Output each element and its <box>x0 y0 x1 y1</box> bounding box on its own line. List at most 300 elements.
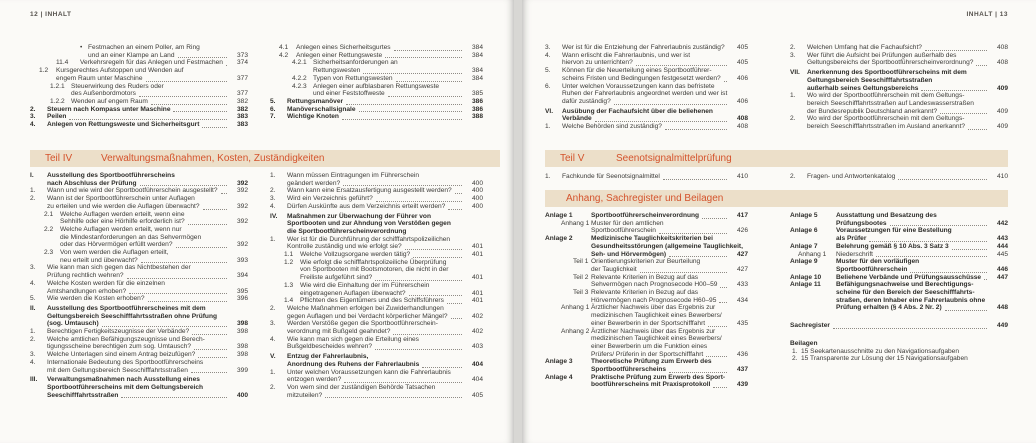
toc-entry-line-text: Beilagen <box>790 339 818 347</box>
toc-entry-line-text: Wenden auf engem Raum <box>71 97 148 105</box>
toc-column <box>545 212 748 389</box>
toc-entry-line <box>47 295 230 303</box>
toc-entry-line-text: Sachregister <box>790 322 830 330</box>
toc-entry-line <box>807 85 990 93</box>
toc-entry <box>30 195 248 210</box>
toc-entry-number: Anlage 11 <box>790 281 821 289</box>
toc-entry-line: Ausstattung und Besatzung des <box>836 212 937 219</box>
toc-entry <box>790 348 1008 356</box>
toc-entry-line: Internationale Bedeutung des Sportbootführerscheins <box>47 358 204 366</box>
toc-entry <box>545 274 748 289</box>
toc-entry-line: einer Bewerberin um die Funktion eines <box>591 342 708 350</box>
toc-entry-line <box>807 44 990 52</box>
toc-entry <box>270 106 483 114</box>
toc-entry-line-text: bereich Seeschifffahrtsstraßen im Ausland anerkannt? <box>807 123 966 131</box>
toc-entry <box>270 213 483 236</box>
toc-entry-line: Praktische Prüfung zum Erwerb des Sport- <box>591 373 726 381</box>
toc-entry <box>30 113 248 121</box>
toc-entry <box>270 320 483 335</box>
toc-entry-number: Anlage 5 <box>790 212 818 219</box>
toc-entry-page-number: 409 <box>996 123 1008 131</box>
toc-entry-text <box>562 83 730 106</box>
toc-entry <box>790 258 1008 273</box>
toc-entry-text <box>287 305 465 320</box>
toc-entry-page-number: 443 <box>996 235 1008 243</box>
toc-entry-page-number: 427 <box>736 250 748 258</box>
dotted-leader <box>176 247 227 248</box>
toc-entry-line <box>296 44 465 52</box>
toc-entry-text <box>47 106 230 114</box>
dotted-leader <box>921 90 987 91</box>
toc-entry <box>270 187 483 195</box>
toc-entry-line <box>591 251 730 259</box>
toc-entry-text <box>807 115 990 130</box>
dotted-leader <box>413 257 462 258</box>
toc-entry-text <box>60 226 230 249</box>
toc-entry-line: Gesundheitsstörungen (allgemeine Tauglichkeit, <box>591 242 743 250</box>
toc-entry-line <box>836 304 990 312</box>
toc-entry-line <box>287 106 465 114</box>
toc-entry-page-number: 410 <box>996 173 1008 180</box>
toc-entry <box>30 359 248 374</box>
toc-entry <box>30 249 248 264</box>
dotted-leader <box>719 302 727 303</box>
toc-entry-page-number: 384 <box>471 74 483 82</box>
toc-entry-line: medizinischen Tauglichkeit eines Bewerbers/ <box>591 335 722 343</box>
dotted-leader <box>720 287 727 288</box>
toc-entry-page-number: 408 <box>996 44 1008 51</box>
toc-entry-number: Anlage 2 <box>545 235 573 243</box>
toc-entry-line <box>562 115 730 123</box>
toc-entry-number: Anlage 10 <box>790 273 822 281</box>
toc-entry-page-number: 382 <box>236 105 248 113</box>
toc-entry-line <box>287 180 465 188</box>
toc-entry-line-text: Verbände <box>562 115 592 123</box>
toc-entry-line-text: Anlegen einer Rettungsweste <box>296 51 383 59</box>
section-heading-teil-v <box>545 150 1008 167</box>
toc-entry-line <box>47 113 230 121</box>
toc-entry-page-number: 439 <box>736 381 748 389</box>
toc-entry-number: 3. <box>30 113 36 121</box>
toc-entry-line-text: zu erteilen und wie werden die Auflagen überwacht? <box>47 202 200 210</box>
toc-entry-page-number: 417 <box>736 212 748 219</box>
toc-entry-line: Wo wird der Sportbootführerschein mit dem Geltungs- <box>807 115 965 123</box>
toc-entry-line: Ausübung der Fachaufsicht über die beliehenen <box>562 107 713 115</box>
toc-entry-number: 3. <box>30 351 36 359</box>
toc-entry-line <box>313 75 465 83</box>
dotted-leader <box>173 111 227 112</box>
section-heading-teil-iv <box>30 150 500 167</box>
dotted-leader <box>203 209 228 210</box>
dotted-leader <box>451 318 462 319</box>
toc-entry-text <box>287 384 465 399</box>
toc-entry-page-number: 448 <box>996 304 1008 312</box>
toc-entry-line: Können für die Neuerteilung eines Sportbootführer- <box>562 67 712 75</box>
toc-entry-line-text: Typen von Rettungswesten <box>313 74 393 82</box>
dotted-leader <box>663 179 727 180</box>
toc-entry-page-number: 401 <box>471 297 483 305</box>
toc-entry-line: Anerkennung des Sportbootführerscheins mit dem <box>807 69 967 77</box>
toc-entry <box>30 121 248 129</box>
toc-entry <box>270 336 483 351</box>
toc-entry-line <box>801 355 990 363</box>
toc-entry <box>545 108 748 123</box>
toc-entry <box>30 280 248 295</box>
toc-entry-line <box>80 59 230 67</box>
toc-entry-line-text: Sportbootführerschein <box>591 227 656 235</box>
toc-entry <box>270 59 483 74</box>
toc-entry-number: 4. <box>30 121 36 129</box>
toc-entry-line-text: Amtshandlungen erhoben? <box>47 287 127 295</box>
toc-entry-text <box>287 195 465 203</box>
toc-entry-line-text: oder das Hörvermögen erfüllt werden? <box>60 241 173 249</box>
toc-entry-line <box>287 376 465 384</box>
dotted-leader <box>346 104 462 105</box>
dotted-leader <box>194 349 227 350</box>
toc-entry-line: Von wem sind der zuständigen Behörde Tatsachen <box>287 383 436 391</box>
toc-entry <box>270 52 483 60</box>
dotted-leader <box>139 96 227 97</box>
toc-entry <box>30 264 248 279</box>
toc-entry-number: 3. <box>545 44 551 51</box>
toc-entry-line <box>591 366 730 374</box>
toc-entry-line: Sportbootführerscheins mit dem Geltungsbereich <box>47 383 204 391</box>
toc-entry <box>545 44 748 52</box>
toc-entry-number: 3. <box>790 51 796 59</box>
toc-entry-page-number: 435 <box>736 319 748 327</box>
running-header-left: 12 | INHALT <box>30 11 72 18</box>
toc-entry-line: Von wem werden die Auflagen erteilt, <box>60 249 169 257</box>
dotted-leader <box>363 73 462 74</box>
toc-entry-line-text: als Prüfer <box>836 235 867 243</box>
dotted-leader <box>713 387 727 388</box>
toc-entry <box>790 227 1008 242</box>
toc-entry-page-number: 400 <box>471 179 483 187</box>
toc-entry <box>270 353 483 368</box>
toc-entry-number: 2. <box>30 195 36 203</box>
toc-entry-line-text: mit dem Geltungsbereich Seeschifffahrtsstraßen <box>47 366 188 374</box>
toc-entry-text <box>287 203 465 211</box>
toc-entry-page-number: 401 <box>471 289 483 297</box>
toc-entry-number: 1.2.1 <box>50 82 65 90</box>
toc-section-top-right <box>545 44 1008 131</box>
dotted-leader <box>665 129 727 130</box>
toc-entry <box>270 83 483 98</box>
toc-entry-line <box>591 212 730 220</box>
toc-entry <box>545 212 748 220</box>
toc-entry-line: Maßnahmen zur Überwachung der Führer von <box>287 212 431 220</box>
toc-entry-text <box>47 376 230 399</box>
toc-entry <box>30 83 248 98</box>
dotted-leader <box>898 179 987 180</box>
toc-entry-number: Anlage 9 <box>790 258 818 266</box>
toc-column <box>545 44 748 131</box>
toc-entry-line: bereich Seeschifffahrtsstraßen auf Landeswasserstraßen <box>807 99 974 107</box>
toc-entry-number: 4. <box>545 51 551 59</box>
toc-entry-line-text: Bußgeldbescheides wehren? <box>287 343 373 351</box>
toc-entry-text <box>836 251 990 259</box>
toc-entry-number: IV. <box>270 212 278 220</box>
toc-entry-line <box>591 227 730 235</box>
dotted-leader <box>876 256 987 257</box>
toc-entry-line <box>807 173 990 181</box>
toc-entry-line <box>562 98 730 106</box>
toc-entry <box>545 289 748 304</box>
dotted-leader <box>178 57 227 58</box>
toc-entry-line-text: Freiliste aufgeführt sind? <box>300 274 373 282</box>
dotted-leader <box>708 326 727 327</box>
toc-entry-text <box>807 69 990 92</box>
dotted-leader <box>984 279 987 280</box>
toc-entry-line: Ausstellung des Sportbootführerscheins <box>47 172 175 179</box>
toc-entry-line <box>287 313 465 321</box>
toc-column <box>270 172 483 399</box>
toc-entry <box>545 358 748 373</box>
dotted-leader <box>69 119 227 120</box>
toc-entry-page-number: 392 <box>236 202 248 210</box>
toc-entry-line-text: Seh- und Hörvermögen) <box>591 250 667 258</box>
dotted-leader <box>102 326 227 327</box>
dotted-leader <box>141 262 227 263</box>
toc-entry-line: Wann müssen Eintragungen im Führerschein <box>287 172 420 179</box>
toc-entry-number: 2. <box>792 355 798 363</box>
toc-entry-page-number: 400 <box>471 187 483 195</box>
toc-entry-line-text: engem Raum unter Maschine <box>56 74 143 82</box>
toc-entry-line: straßen, deren Inhaber eine Fahrerlaubnis ohne <box>836 296 986 304</box>
toc-entry-line <box>47 351 230 359</box>
toc-entry-number: 6. <box>545 82 551 90</box>
toc-entry-line-text: geändert werden? <box>287 179 341 187</box>
toc-entry-text <box>591 304 730 327</box>
toc-entry-line-text: Dürfen Auskünfte aus dem Verzeichnis erteilt werden? <box>287 202 446 210</box>
toc-entry-line: Sportbooten und zur Ahndung von Verstößen gegen <box>287 220 451 228</box>
toc-entry-line: Orientierungskriterien zur Beurteilung <box>591 258 701 266</box>
toc-entry-page-number: 408 <box>736 115 748 123</box>
toc-entry-number: 2. <box>30 335 36 343</box>
toc-entry-text <box>47 113 230 121</box>
toc-entry-line-text: entzogen werden? <box>287 376 342 384</box>
toc-entry <box>545 123 748 131</box>
toc-entry-line <box>836 251 990 259</box>
toc-entry-page-number: 406 <box>736 74 748 82</box>
toc-entry-text <box>801 355 990 363</box>
toc-entry-line-text: Anlegen eines Sicherheitsgurtes <box>296 44 391 51</box>
toc-entry-text <box>47 280 230 295</box>
toc-entry-number: 2.3 <box>44 249 54 257</box>
toc-entry-text <box>591 328 730 359</box>
toc-entry-line-text: der Bundesrepublik Deutschland anerkannt? <box>807 107 938 115</box>
toc-entry-number: III. <box>30 376 38 384</box>
toc-entry-page-number: 399 <box>236 366 248 374</box>
toc-entry-text <box>287 187 465 195</box>
toc-entry-page-number: 410 <box>736 173 748 180</box>
toc-entry-line: Entzug der Fahrerlaubnis, <box>287 353 369 361</box>
toc-entry-text <box>313 59 465 74</box>
toc-entry-page-number: 405 <box>736 44 748 51</box>
toc-entry-line <box>47 272 230 280</box>
toc-entry-text <box>562 67 730 82</box>
toc-entry <box>270 384 483 399</box>
toc-entry-line <box>47 343 230 351</box>
toc-entry-line: Ausstellung des Sportbootführerscheines mit dem <box>47 304 206 312</box>
toc-entry-line <box>562 44 730 52</box>
toc-entry <box>545 67 748 82</box>
toc-entry <box>545 328 748 359</box>
toc-entry <box>545 258 748 273</box>
toc-entry-line <box>313 67 465 75</box>
section-title: Verwaltungsmaßnahmen, Kosten, Zuständigkeiten <box>101 153 325 164</box>
dotted-leader <box>833 328 987 329</box>
toc-entry-line <box>836 243 990 251</box>
toc-entry-page-number: 400 <box>471 195 483 203</box>
section-title: Seenotsignalmittelprüfung <box>616 153 732 164</box>
dotted-leader <box>448 209 462 210</box>
toc-entry-line-text: verordnung mit Bußgeld geahndet? <box>287 328 391 336</box>
toc-entry <box>790 355 1008 363</box>
toc-entry-line <box>287 113 465 121</box>
toc-entry-line-text: tigungsscheine berechtigen zum sog. Umtausch? <box>47 343 192 351</box>
toc-entry-line <box>591 266 730 274</box>
toc-entry-line <box>836 235 990 243</box>
toc-entry-line: Anlegen einer aufblasbaren Rettungsweste <box>313 82 440 90</box>
toc-entry-number: Anlage 4 <box>545 373 573 381</box>
toc-entry-number: Anhang 2 <box>561 327 590 335</box>
toc-entry-line-text: Manöverschallsignale <box>287 105 356 113</box>
toc-entry-text <box>807 173 990 181</box>
toc-entry-text <box>287 336 465 351</box>
toc-entry-line <box>836 274 990 282</box>
section-title: Anhang, Sachregister und Beilagen <box>566 193 724 204</box>
toc-entry <box>270 113 483 121</box>
toc-entry <box>790 251 1008 259</box>
section-heading-anhang <box>545 190 1008 207</box>
toc-entry-line <box>47 367 230 375</box>
toc-entry-line <box>591 281 730 289</box>
toc-entry-line <box>313 90 465 98</box>
toc-entry-line: Welche Maßnahmen erfolgen bei Zuwiderhandlungen <box>287 304 444 312</box>
toc-entry-number: 5. <box>30 295 36 303</box>
toc-entry-line-text: eingetragenen Auflagen überwacht? <box>300 289 406 297</box>
toc-entry-text <box>836 274 990 282</box>
toc-entry-line-text: Welche Unterlagen sind einem Antrag beizufügen? <box>47 351 196 359</box>
section-label: Teil IV <box>45 153 73 164</box>
toc-entry-line-text: Hörvermögen nach Prognosecode H60–95 <box>591 296 717 304</box>
toc-entry-number: I. <box>30 172 34 179</box>
toc-entry-number: 4. <box>30 279 36 287</box>
toc-entry-page-number: 374 <box>236 59 248 67</box>
toc-entry-page-number: 400 <box>236 391 248 399</box>
toc-entry-line <box>300 297 465 305</box>
dotted-leader <box>375 349 462 350</box>
toc-entry-text <box>836 227 990 242</box>
toc-entry <box>545 83 748 106</box>
toc-entry-line <box>287 228 465 236</box>
toc-entry-line: Welche amtlichen Befähigungszeugnisse und Berech- <box>47 335 205 343</box>
toc-column <box>790 212 1008 389</box>
toc-entry-line: Ruhen der Fahrerlaubnis angeordnet werden und wer ist <box>562 90 728 98</box>
toc-entry-text <box>562 123 730 131</box>
toc-entry-line <box>287 203 465 211</box>
toc-entry <box>790 115 1008 130</box>
dotted-leader <box>669 372 727 373</box>
toc-entry-line-text: Niederschrift <box>836 250 874 258</box>
toc-entry-line <box>47 203 230 211</box>
toc-entry-line-text: bootführerscheins mit Praxisprotokoll <box>591 381 711 389</box>
toc-entry-line: Wie kann man sich gegen die Erteilung eines <box>287 335 419 343</box>
toc-entry-text <box>287 172 465 187</box>
toc-entry-text <box>287 98 465 106</box>
dotted-leader <box>968 129 987 130</box>
toc-entry-number: • <box>80 44 83 51</box>
toc-entry-line: Befähigungsnachweise und Berechtigungs- <box>836 281 974 289</box>
toc-entry <box>30 376 248 399</box>
toc-entry-line-text: nach Abschluss der Prüfung <box>47 179 137 187</box>
toc-entry-line: Muster für den vorläufigen <box>836 258 920 266</box>
toc-entry-number: II. <box>30 304 36 312</box>
toc-entry <box>30 305 248 328</box>
toc-entry-page-number: 392 <box>236 218 248 226</box>
toc-entry-page-number: 426 <box>736 227 748 235</box>
toc-entry-text <box>790 322 990 330</box>
dotted-leader <box>394 50 462 51</box>
book-page-left <box>0 0 514 443</box>
toc-entry-page-number: 434 <box>736 296 748 304</box>
toc-entry-text <box>836 281 990 312</box>
toc-entry <box>30 295 248 303</box>
dotted-leader <box>202 127 227 128</box>
toc-entry-page-number: 383 <box>236 113 248 121</box>
toc-entry-text <box>836 212 990 227</box>
toc-entry-number: 2. <box>790 115 796 123</box>
toc-entry-line: Festmachen an einem Poller, am Ring <box>88 44 200 51</box>
toc-entry-number: 7. <box>270 113 276 121</box>
toc-entry-line-text: Anlegen von Rettungsweste und Sicherheitsgurt <box>47 121 200 129</box>
toc-entry-line <box>60 218 230 226</box>
toc-entry-line: Wo wird der Sportbootführerschein mit dem Geltungs- <box>807 92 965 100</box>
toc-entry-line <box>47 392 230 400</box>
toc-entry-line <box>790 322 990 330</box>
dotted-leader <box>140 185 227 186</box>
dotted-leader <box>405 249 462 250</box>
toc-entry-line-text: Wer ist für die Entziehung der Fahrerlaubnis zuständig? <box>562 44 725 51</box>
toc-entry <box>30 226 248 249</box>
toc-entry-page-number: 392 <box>236 179 248 187</box>
dotted-leader <box>702 218 727 219</box>
toc-entry-page-number: 404 <box>471 376 483 384</box>
toc-entry-page-number: 383 <box>236 121 248 129</box>
toc-entry-page-number: 384 <box>471 51 483 59</box>
toc-entry-line <box>287 187 465 195</box>
toc-entry-text <box>562 44 730 52</box>
dotted-leader <box>976 65 987 66</box>
toc-entry-text <box>287 320 465 335</box>
dotted-leader <box>640 272 727 273</box>
toc-entry-line <box>287 343 465 351</box>
toc-entry-number: 1.2 <box>39 67 49 75</box>
toc-column <box>790 44 1008 131</box>
toc-entry-page-number: 401 <box>471 243 483 251</box>
toc-entry-line-text: Fachkunde für Seenotsignalmittel <box>562 173 660 180</box>
toc-entry-number: 1. <box>790 92 796 100</box>
toc-entry-line-text: Wichtige Knoten <box>287 113 339 121</box>
dotted-leader <box>595 121 727 122</box>
toc-entry-page-number: 403 <box>471 343 483 351</box>
toc-entry-page-number: 384 <box>471 44 483 51</box>
dotted-leader <box>359 111 462 112</box>
toc-entry-line: Wie wird die Einhaltung der im Führerschein <box>300 281 430 289</box>
toc-entry-line-text: die Sportbootführerscheinverordnung <box>287 227 407 235</box>
toc-entry-number: 6. <box>270 105 276 113</box>
